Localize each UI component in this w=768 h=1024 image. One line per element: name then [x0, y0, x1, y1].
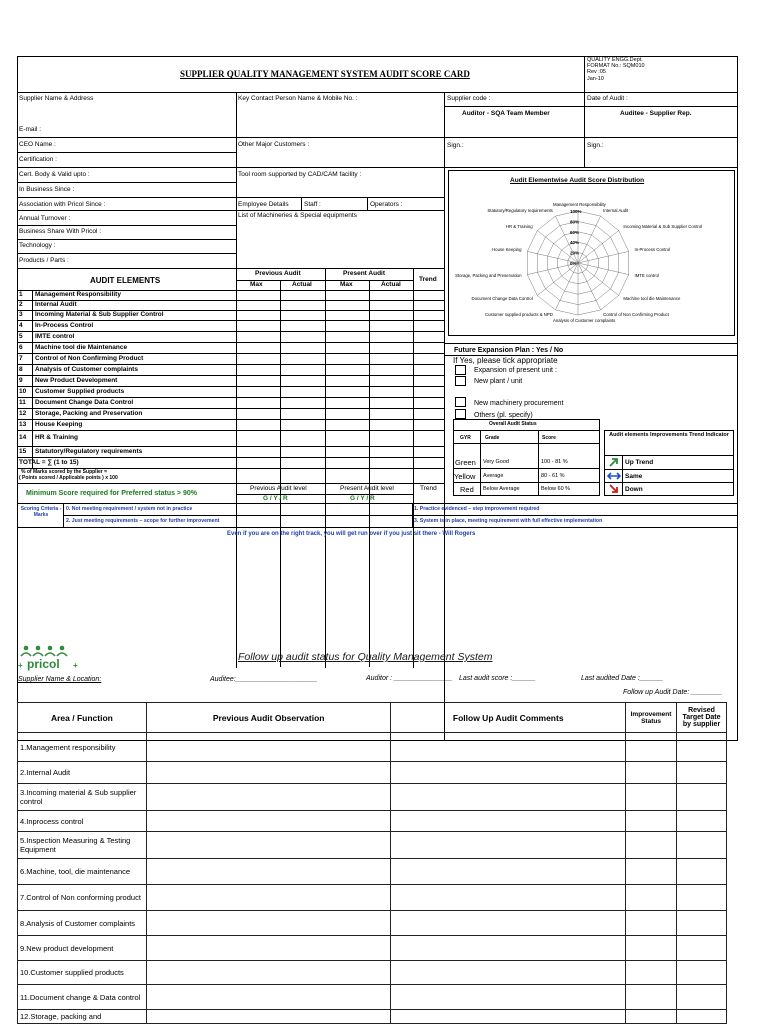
- entry-cell[interactable]: [391, 784, 626, 811]
- col-improvement-status: Improvement Status: [626, 703, 677, 733]
- expansion-tick-label: If Yes, please tick appropriate: [453, 356, 558, 365]
- auditee-label: Auditee - Supplier Rep.: [620, 110, 692, 117]
- entry-cell[interactable]: [677, 762, 727, 784]
- followup-row: [18, 936, 727, 961]
- entry-cell[interactable]: [391, 832, 626, 859]
- area-cell: 6.Machine, tool, die maintenance: [18, 859, 147, 885]
- criteria-2: 2. Just meeting requirements – scope for further improvement: [66, 518, 220, 524]
- total-label: TOTAL = ∑ (1 to 15): [19, 459, 79, 466]
- entry-cell[interactable]: [146, 811, 391, 832]
- element-number: 15: [19, 447, 27, 455]
- followup-date: Follow up Audit Date: ________: [623, 689, 723, 696]
- col-followup-comments: Follow Up Audit Comments: [391, 703, 626, 733]
- element-name: House Keeping: [35, 420, 83, 428]
- criteria-1: 1. Practice evidenced – step improvement required: [414, 506, 540, 512]
- followup-row: [18, 911, 727, 936]
- entry-cell[interactable]: [677, 961, 727, 985]
- col-previous-observation: Previous Audit Observation: [146, 703, 391, 733]
- trend-indicator-title: Audit elements Improvements Trend Indicator: [609, 432, 729, 438]
- area-cell: 4.Inprocess control: [18, 811, 147, 832]
- technology-label: Technology :: [19, 242, 56, 249]
- area-cell: 2.Internal Audit: [18, 762, 147, 784]
- entry-cell[interactable]: [626, 859, 677, 885]
- pct-line2: ( Points scored / Applicable points ) x 100: [19, 475, 118, 481]
- radar-tick-label: 40%: [570, 240, 580, 246]
- audit-elements-title: AUDIT ELEMENTS: [90, 276, 161, 285]
- entry-cell[interactable]: [146, 1010, 391, 1024]
- element-number: 12: [19, 409, 27, 417]
- area-cell: 9.New product development: [18, 936, 147, 961]
- business-share-label: Business Share With Pricol :: [19, 228, 102, 235]
- operators-label: Operators :: [370, 201, 403, 208]
- element-name: Customer Supplied products: [35, 387, 125, 395]
- entry-cell[interactable]: [677, 885, 727, 911]
- present-audit-level-label: Present Audit level: [340, 485, 394, 492]
- followup-row: [18, 885, 727, 911]
- status-grade-red: Below Average: [483, 486, 520, 492]
- entry-cell[interactable]: [677, 985, 727, 1010]
- followup-row: [18, 859, 727, 885]
- entry-cell[interactable]: [146, 936, 391, 961]
- checkbox-new-machinery[interactable]: [455, 397, 466, 407]
- prev-actual-header: Actual: [292, 281, 312, 288]
- chart-title: Audit Elementwise Audit Score Distribution: [510, 177, 645, 184]
- entry-cell[interactable]: [391, 936, 626, 961]
- certification-label: Certification :: [19, 156, 57, 163]
- date-of-audit-label: Date of Audit :: [587, 95, 628, 102]
- sign-auditee: Sign.:: [587, 142, 604, 149]
- radar-axis-label: Management Responsibility: [553, 202, 606, 207]
- element-number: 4: [19, 321, 23, 329]
- svg-text:pricol: pricol: [27, 657, 60, 671]
- followup-last-date: Last audited Date :______: [581, 675, 664, 682]
- radar-tick-label: 60%: [570, 229, 580, 235]
- element-name: IMTE control: [35, 332, 75, 340]
- entry-cell[interactable]: [677, 733, 727, 762]
- followup-table: [17, 702, 727, 1024]
- entry-cell[interactable]: [146, 885, 391, 911]
- element-number: 1: [19, 291, 23, 298]
- radar-axis-label: Storage, Packing and Preservation: [455, 272, 522, 278]
- entry-cell[interactable]: [146, 985, 391, 1010]
- criteria-3: 3. System is in place, meeting requirement with full effective implementation: [414, 518, 603, 524]
- quote: Even if you are on the right track, you will get run over if you just sit there - Will Rogers: [227, 531, 476, 537]
- entry-cell[interactable]: [146, 733, 391, 762]
- grade-header: Grade: [485, 435, 500, 441]
- machineries-label: List of Machineries & Special equipments: [238, 212, 357, 219]
- element-number: 9: [19, 376, 23, 384]
- entry-cell[interactable]: [626, 936, 677, 961]
- radar-axis-label: Incoming Material & Sub Supplier Control: [623, 223, 703, 229]
- prev-audit-level-label: Previous Audit level: [250, 485, 307, 492]
- radar-axis-label: Document Change Data Control: [471, 296, 533, 302]
- element-name: Analysis of Customer complaints: [35, 365, 138, 373]
- entry-cell[interactable]: [626, 985, 677, 1010]
- status-score-yellow: 80 - 61 %: [541, 473, 565, 479]
- radar-tick-label: 100%: [570, 209, 582, 214]
- tool-room-label: Tool room supported by CAD/CAM facility :: [238, 171, 362, 178]
- followup-row: [18, 832, 727, 859]
- products-label: Products / Parts :: [19, 257, 69, 264]
- entry-cell[interactable]: [677, 832, 727, 859]
- followup-row: [18, 733, 727, 762]
- pricol-logo: [17, 644, 87, 672]
- area-cell: 11.Document change & Data control: [18, 985, 147, 1010]
- element-number: 7: [19, 354, 23, 362]
- min-score-label: Minimum Score required for Preferred status > 90%: [26, 490, 197, 497]
- col-revised-target: Revised Target Date by supplier: [677, 703, 727, 733]
- present-audit-header: Present Audit: [343, 270, 386, 277]
- followup-row: [18, 985, 727, 1010]
- radar-axis-label: Control of Non Confirming Product: [603, 312, 669, 318]
- entry-cell[interactable]: [391, 859, 626, 885]
- prev-max-header: Max: [250, 281, 263, 288]
- status-grade-yellow: Average: [483, 473, 504, 479]
- element-name: New Product Development: [35, 376, 118, 384]
- up-trend-label: Up Trend: [625, 459, 654, 466]
- entry-cell[interactable]: [146, 911, 391, 936]
- trend-indicator-table: [604, 430, 734, 496]
- element-name: HR & Training: [35, 434, 78, 441]
- entry-cell[interactable]: [391, 762, 626, 784]
- followup-row: [18, 762, 727, 784]
- gyr-prev: G / Y / R: [263, 495, 288, 502]
- cert-body-label: Cert. Body & Valid upto :: [19, 171, 90, 178]
- other-customers-label: Other Major Customers :: [238, 141, 310, 148]
- radar-spoke: [578, 263, 629, 275]
- entry-cell[interactable]: [677, 859, 727, 885]
- area-cell: 1.Management responsibility: [18, 733, 147, 762]
- sign-auditor: Sign.:: [447, 142, 464, 149]
- element-name: In-Process Control: [35, 321, 94, 329]
- radar-spoke: [578, 251, 629, 263]
- followup-row: [18, 784, 727, 811]
- col-area: Area / Function: [18, 703, 147, 733]
- entry-cell[interactable]: [391, 733, 626, 762]
- svg-text:+: +: [73, 661, 78, 670]
- followup-supplier-location: Supplier Name & Location:: [18, 676, 102, 683]
- key-contact-label: Key Contact Person Name & Mobile No. :: [238, 95, 358, 102]
- element-number: 2: [19, 301, 23, 308]
- entry-cell[interactable]: [626, 811, 677, 832]
- status-gyr-green: Green: [455, 458, 476, 467]
- expansion-option-1: Expansion of present unit :: [474, 367, 557, 374]
- entry-cell[interactable]: [391, 911, 626, 936]
- status-score-red: Below 60 %: [541, 486, 571, 492]
- criteria-0: 0. Not meeting requirement / system not in practice: [66, 506, 193, 512]
- radar-tick-label: 80%: [570, 219, 580, 225]
- radar-axis-label: House Keeping: [492, 247, 522, 253]
- entry-cell[interactable]: [391, 885, 626, 911]
- entry-cell[interactable]: [391, 811, 626, 832]
- pct-line1: % of Marks scored by the Supplier =: [21, 469, 107, 475]
- element-number: 6: [19, 343, 23, 351]
- status-gyr-yellow: Yellow: [454, 472, 476, 481]
- radar-axis-label: In-Process Control: [634, 247, 671, 253]
- same-label: Same: [625, 473, 643, 480]
- gyr-header: GYR: [460, 435, 471, 441]
- entry-cell[interactable]: [146, 762, 391, 784]
- entry-cell[interactable]: [146, 859, 391, 885]
- radar-tick-label: 0%: [570, 261, 577, 266]
- entry-cell[interactable]: [391, 961, 626, 985]
- element-name: Storage, Packing and Preservation: [35, 409, 143, 417]
- entry-cell[interactable]: [626, 961, 677, 985]
- expansion-option-3: New machinery procurement: [474, 400, 564, 407]
- element-number: 10: [19, 387, 27, 395]
- checkbox-expansion[interactable]: [455, 365, 466, 375]
- followup-row: [18, 961, 727, 985]
- scoring-criteria-label: Scoring Criteria - Marks: [20, 506, 62, 518]
- same-trend-icon: [607, 471, 621, 481]
- element-name: Internal Audit: [35, 301, 77, 308]
- area-cell: 5.Inspection Measuring & Testing Equipment: [18, 832, 147, 859]
- email-label: E-mail :: [19, 126, 42, 133]
- format-block: QUALITY ENGG.Dept. FORMAT No.: SQM010 Rev :05 Jan-10: [587, 57, 645, 82]
- status-score-green: 100 - 81 %: [541, 459, 568, 465]
- entry-cell[interactable]: [677, 936, 727, 961]
- followup-auditee: Auditee:_____________________: [210, 676, 318, 683]
- employee-details-label: Employee Details: [238, 201, 289, 208]
- followup-title: Follow up audit status for Quality Management System: [238, 651, 493, 663]
- expansion-option-4: Others (pl. specify): [474, 412, 533, 419]
- entry-cell[interactable]: [626, 733, 677, 762]
- supplier-name-label: Supplier Name & Address: [19, 95, 94, 102]
- radar-axis-label: Internal Audit: [603, 207, 629, 213]
- entry-cell[interactable]: [391, 985, 626, 1010]
- status-gyr-red: Red: [460, 485, 474, 494]
- entry-cell[interactable]: [626, 762, 677, 784]
- entry-cell[interactable]: [677, 1010, 727, 1024]
- radar-axis-label: HR & Training: [505, 223, 533, 229]
- pres-actual-header: Actual: [381, 281, 401, 288]
- supplier-code-label: Supplier code :: [447, 95, 491, 102]
- element-number: 13: [19, 420, 27, 428]
- entry-cell[interactable]: [391, 1010, 626, 1024]
- element-number: 3: [19, 311, 23, 318]
- staff-label: Staff :: [304, 201, 321, 208]
- ceo-label: CEO Name :: [19, 141, 56, 148]
- element-name: Machine tool die Maintenance: [35, 343, 128, 351]
- auditor-team-label: Auditor - SQA Team Member: [462, 110, 550, 117]
- entry-cell[interactable]: [146, 832, 391, 859]
- entry-cell[interactable]: [626, 1010, 677, 1024]
- svg-text:+: +: [18, 661, 23, 670]
- element-name: Statutory/Regulatory requirements: [35, 447, 143, 455]
- gyr-present: G / Y / R: [350, 495, 375, 502]
- entry-cell[interactable]: [626, 911, 677, 936]
- association-label: Association with Pricol Since :: [19, 201, 106, 208]
- down-label: Down: [625, 486, 643, 493]
- element-name: Document Change Data Control: [35, 398, 134, 406]
- turnover-label: Annual Turnover :: [19, 215, 71, 222]
- expansion-option-2: New plant / unit: [474, 378, 523, 385]
- area-cell: 3.Incoming material & Sub supplier control: [18, 784, 147, 811]
- score-header: Score: [542, 435, 556, 441]
- area-cell: 8.Analysis of Customer complaints: [18, 911, 147, 936]
- radar-axis-label: IMTE control: [634, 272, 659, 278]
- element-number: 11: [19, 398, 26, 406]
- entry-cell[interactable]: [626, 832, 677, 859]
- entry-cell[interactable]: [146, 784, 391, 811]
- radar-axis-label: Analysis of Customer complaints: [553, 318, 616, 323]
- checkbox-others[interactable]: [455, 409, 466, 419]
- in-business-label: In Business Since :: [19, 186, 75, 193]
- scorecard-title: SUPPLIER QUALITY MANAGEMENT SYSTEM AUDIT SCORE CARD: [180, 69, 470, 79]
- radar-axis-label: Machine tool die Maintenance: [623, 296, 681, 302]
- radar-axis-label: Statutory/Regulatory requirements: [487, 207, 553, 213]
- down-trend-icon: [608, 484, 620, 494]
- checkbox-new-plant[interactable]: [455, 376, 466, 386]
- trend-header: Trend: [419, 276, 437, 283]
- followup-row: [18, 811, 727, 832]
- radar-axis-label: Customer supplied products & NPD: [485, 312, 553, 318]
- entry-cell[interactable]: [626, 885, 677, 911]
- area-cell: 7.Control of Non conforming product: [18, 885, 147, 911]
- status-grade-green: Very Good: [483, 459, 509, 465]
- followup-auditor: Auditor : _______________: [366, 675, 453, 682]
- element-number: 5: [19, 332, 23, 340]
- entry-cell[interactable]: [677, 911, 727, 936]
- entry-cell[interactable]: [677, 811, 727, 832]
- entry-cell[interactable]: [626, 784, 677, 811]
- element-name: Management Responsibility: [35, 291, 121, 298]
- trend-label-2: Trend: [420, 485, 437, 492]
- pres-max-header: Max: [340, 281, 353, 288]
- element-number: 14: [19, 434, 27, 441]
- entry-cell[interactable]: [677, 784, 727, 811]
- area-cell: 10.Customer supplied products: [18, 961, 147, 985]
- previous-audit-header: Previous Audit: [255, 270, 301, 277]
- element-name: Incoming Material & Sub Supplier Control: [35, 311, 164, 318]
- radar-tick-label: 20%: [570, 250, 580, 256]
- followup-last-score: Last audit score :______: [459, 675, 536, 682]
- element-number: 8: [19, 365, 23, 373]
- area-cell: 12.Storage, packing and: [18, 1010, 147, 1024]
- up-trend-icon: [608, 457, 620, 467]
- overall-status-title: Overall Audit Status: [489, 421, 537, 427]
- expansion-title: Future Expansion Plan : Yes / No: [454, 347, 564, 354]
- entry-cell[interactable]: [146, 961, 391, 985]
- followup-row: [18, 1010, 727, 1024]
- element-name: Control of Non Confirming Product: [35, 354, 144, 362]
